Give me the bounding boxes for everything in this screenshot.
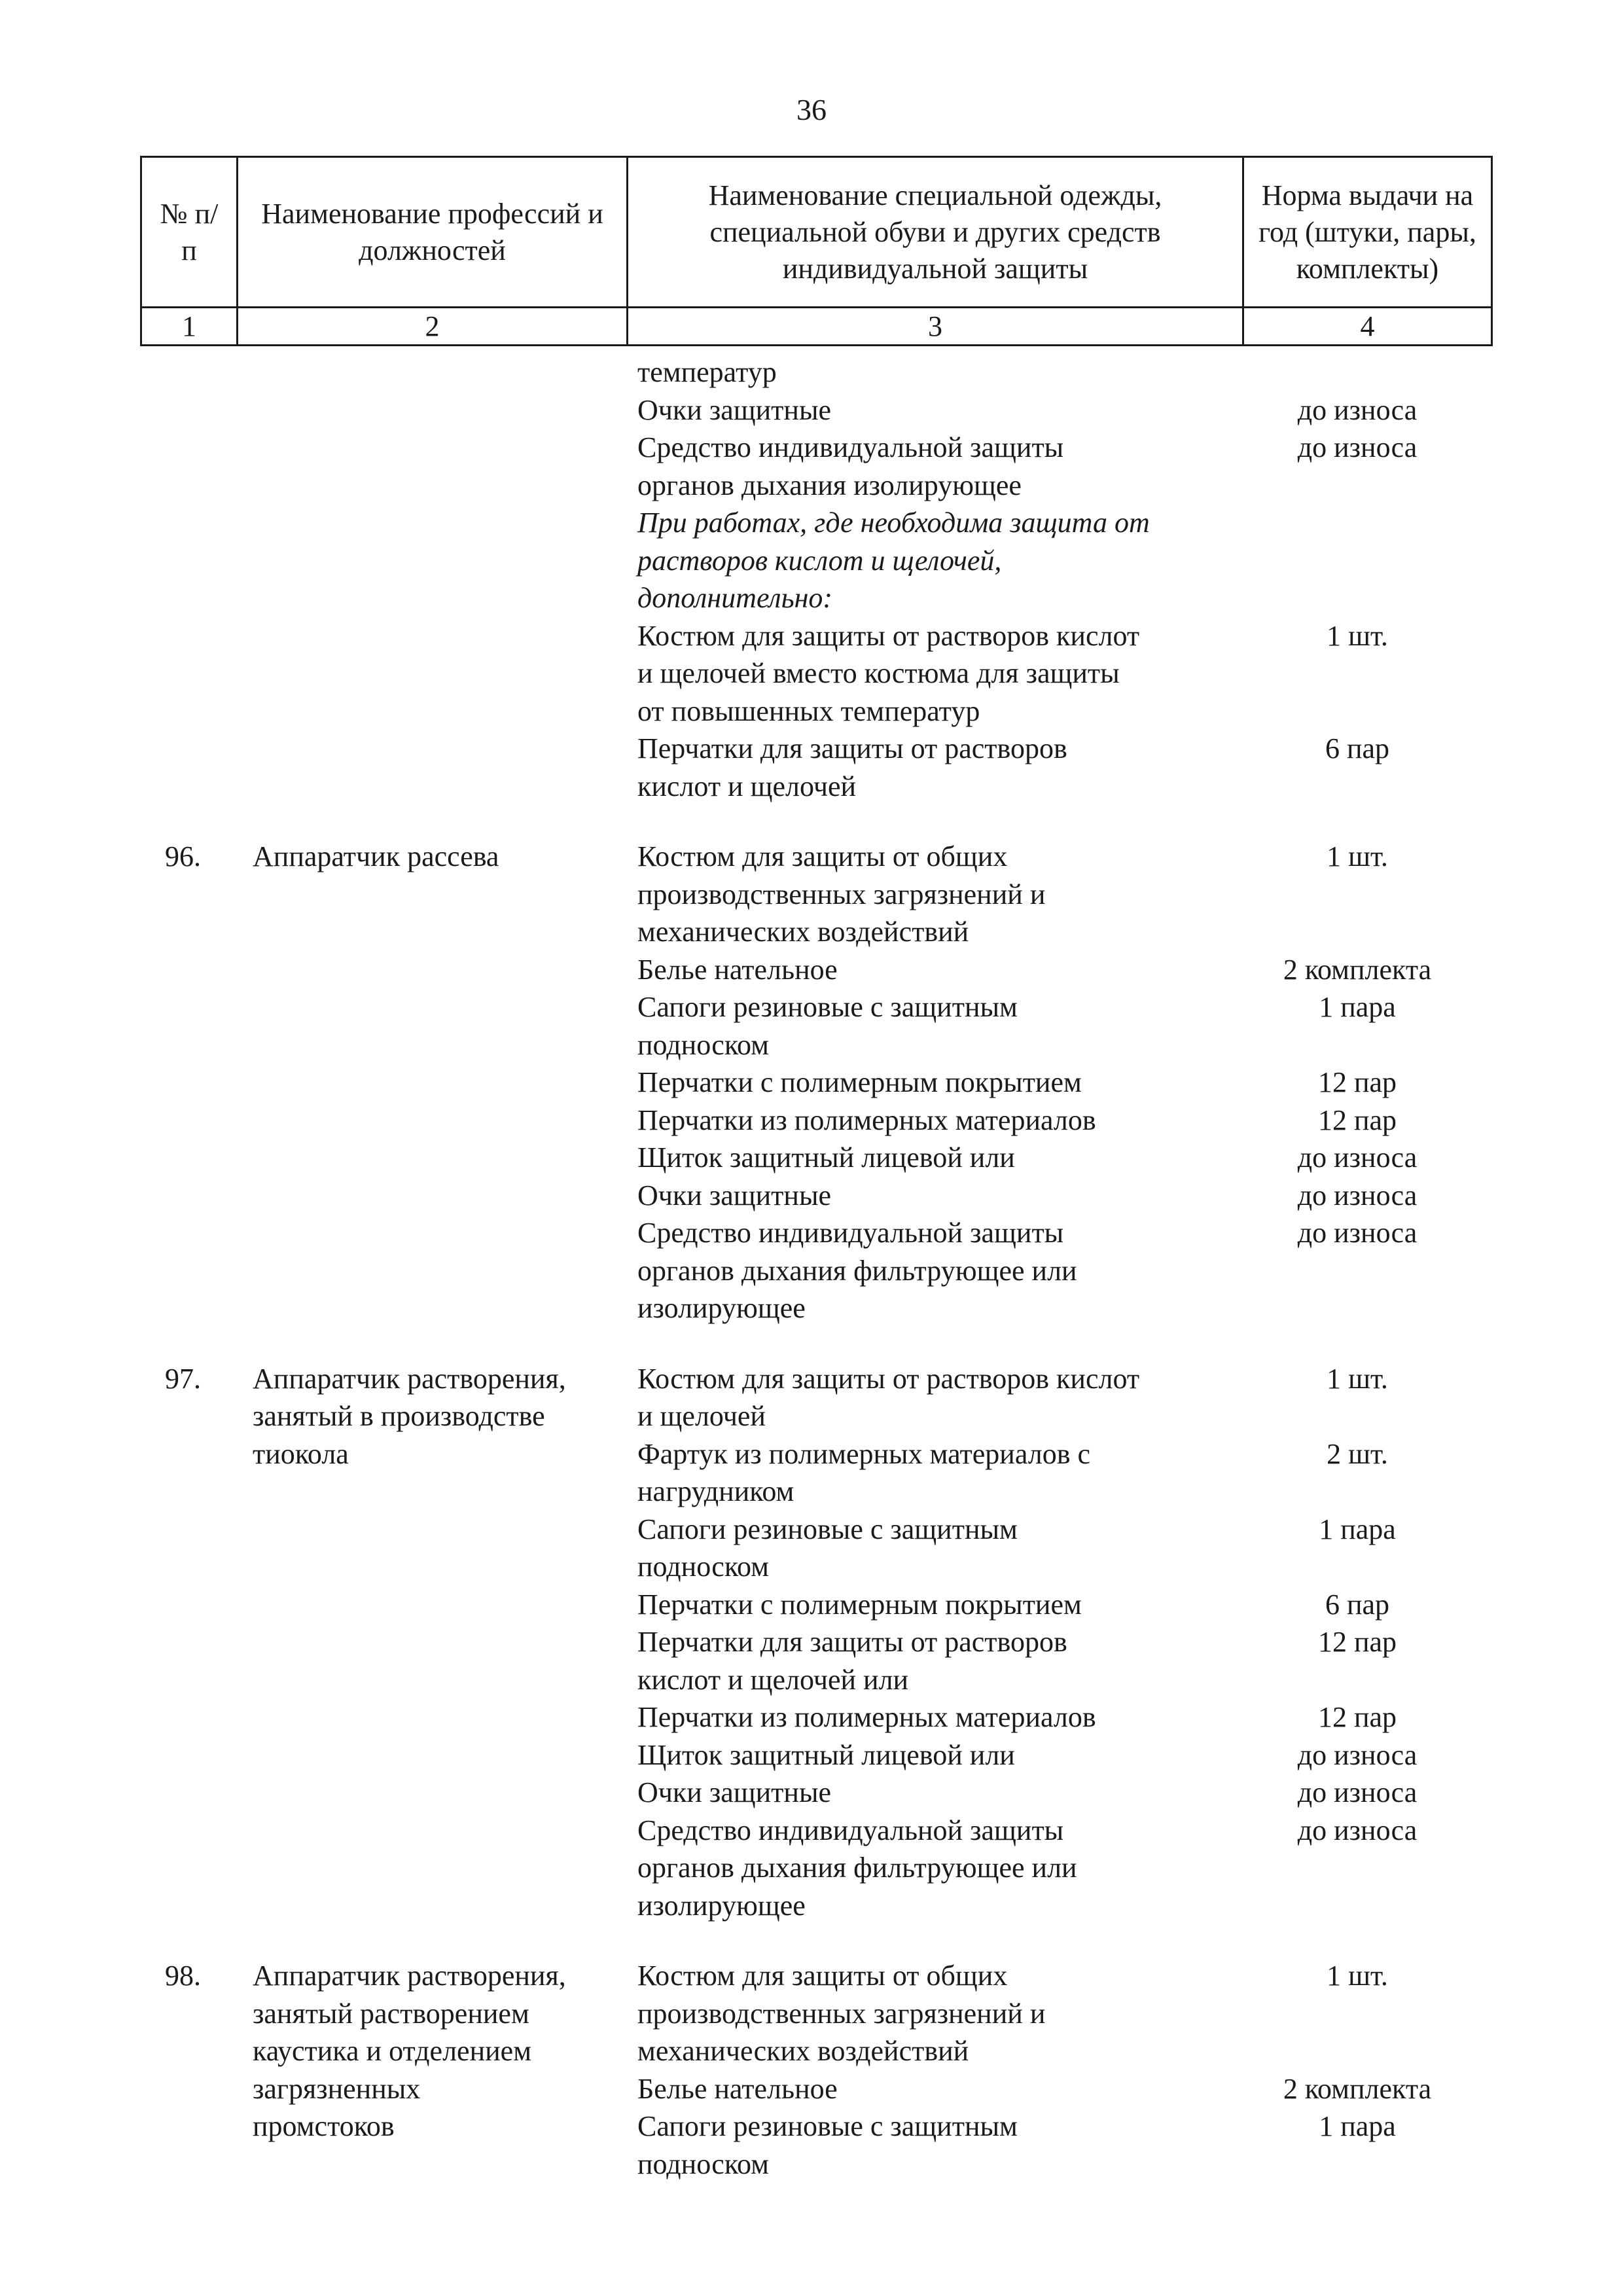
equipment-line: температур (637, 356, 777, 388)
equipment-line: кислот и щелочей или (637, 1663, 909, 1696)
norm-value: до износа (1297, 1179, 1418, 1211)
norm-value: 6 пар (1325, 732, 1390, 764)
equipment-line: органов дыхания фильтрующее или (637, 1254, 1077, 1287)
item-number: 96. (165, 840, 201, 872)
equipment-line: подноском (637, 1028, 769, 1061)
norm-value: 2 комплекта (1283, 953, 1432, 986)
norm-value: 1 пара (1319, 1513, 1396, 1545)
equipment-line: Фартук из полимерных материалов с (637, 1437, 1091, 1470)
profession-line: промстоков (253, 2110, 395, 2142)
equipment-line: органов дыхания фильтрующее или (637, 1852, 1077, 1884)
norm-value: 2 комплекта (1283, 2072, 1432, 2105)
norm-value: 1 пара (1319, 2110, 1396, 2142)
equipment-line: механических воздействий (637, 2035, 969, 2067)
equipment-line: изолирующее (637, 1292, 806, 1324)
equipment-line: Средство индивидуальной защиты (637, 1217, 1064, 1249)
equipment-line: Костюм для защиты от общих (637, 840, 1008, 872)
profession-line: занятый растворением (253, 1997, 529, 2030)
header-col-profession: Наименование профессий и должностей (238, 157, 628, 308)
item-number: 98. (165, 1960, 201, 1992)
norm-value: 1 шт. (1327, 1362, 1388, 1395)
equipment-line: Перчатки с полимерным покрытием (637, 1588, 1082, 1621)
norm-value: 1 шт. (1327, 840, 1388, 872)
equipment-line: Очки защитные (637, 1776, 832, 1808)
header-col-number: № п/п (141, 157, 238, 308)
equipment-line: производственных загрязнений и (637, 878, 1046, 910)
equipment-line: Очки защитные (637, 1179, 832, 1211)
equipment-line: Щиток защитный лицевой или (637, 1141, 1015, 1174)
equipment-line: нагрудником (637, 1475, 794, 1507)
equipment-line: Белье нательное (637, 2072, 838, 2105)
equipment-line: Щиток защитный лицевой или (637, 1738, 1015, 1771)
page-number: 36 (796, 93, 827, 126)
equipment-line: Перчатки из полимерных материалов (637, 1103, 1096, 1136)
equipment-line: Перчатки для защиты от растворов (637, 1626, 1067, 1658)
equipment-line: подноском (637, 1551, 769, 1583)
norm-value: до износа (1297, 1217, 1418, 1249)
norm-value: до износа (1297, 431, 1418, 463)
equipment-line: При работах, где необходима защита от (637, 507, 1150, 539)
equipment-line: Перчатки для защиты от растворов (637, 732, 1067, 764)
norm-value: 12 пар (1317, 1066, 1397, 1098)
equipment-line: Костюм для защиты от растворов кислот (637, 619, 1140, 652)
header-num-4: 4 (1243, 308, 1492, 346)
profession-line: каустика и отделением (253, 2035, 532, 2067)
header-num-1: 1 (141, 308, 238, 346)
norm-value: до износа (1297, 1814, 1418, 1846)
profession-line: загрязненных (253, 2072, 421, 2105)
equipment-line: Средство индивидуальной защиты (637, 1814, 1064, 1846)
profession-line: занятый в производстве (253, 1400, 545, 1432)
norm-value: до износа (1297, 1141, 1418, 1174)
equipment-line: кислот и щелочей (637, 770, 857, 802)
norm-value: 12 пар (1317, 1701, 1397, 1733)
equipment-line: Средство индивидуальной защиты (637, 431, 1064, 463)
equipment-line: Костюм для защиты от общих (637, 1960, 1008, 1992)
norm-value: до износа (1297, 393, 1418, 426)
profession-line: Аппаратчик рассева (253, 840, 499, 872)
equipment-line: механических воздействий (637, 916, 969, 948)
equipment-line: от повышенных температур (637, 694, 980, 727)
equipment-line: Перчатки с полимерным покрытием (637, 1066, 1082, 1098)
norm-value: 1 пара (1319, 991, 1396, 1023)
equipment-line: производственных загрязнений и (637, 1997, 1046, 2030)
norm-value: до износа (1297, 1738, 1418, 1771)
equipment-line: Сапоги резиновые с защитным (637, 991, 1018, 1023)
equipment-line: растворов кислот и щелочей, (637, 544, 1002, 577)
equipment-line: и щелочей (637, 1400, 766, 1432)
norm-value: 6 пар (1325, 1588, 1390, 1621)
norm-value: 1 шт. (1327, 1960, 1388, 1992)
profession-line: Аппаратчик растворения, (253, 1362, 566, 1395)
header-num-3: 3 (628, 308, 1243, 346)
equipment-line: органов дыхания изолирующее (637, 469, 1022, 501)
norm-value: 1 шт. (1327, 619, 1388, 652)
header-num-2: 2 (238, 308, 628, 346)
equipment-line: Сапоги резиновые с защитным (637, 1513, 1018, 1545)
norm-value: 2 шт. (1327, 1437, 1388, 1470)
equipment-line: Перчатки из полимерных материалов (637, 1701, 1096, 1733)
item-number: 97. (165, 1362, 201, 1395)
norm-value: 12 пар (1317, 1626, 1397, 1658)
equipment-line: изолирующее (637, 1889, 806, 1922)
norm-value: до износа (1297, 1776, 1418, 1808)
profession-line: Аппаратчик растворения, (253, 1960, 566, 1992)
header-col-equipment: Наименование специальной одежды, специальной обуви и других средств индивидуальной защиты (628, 157, 1243, 308)
equipment-line: Белье нательное (637, 953, 838, 986)
equipment-line: Сапоги резиновые с защитным (637, 2110, 1018, 2142)
profession-line: тиокола (253, 1437, 349, 1470)
norm-value: 12 пар (1317, 1103, 1397, 1136)
equipment-line: Очки защитные (637, 393, 832, 426)
equipment-line: дополнительно: (637, 582, 833, 614)
equipment-line: подноском (637, 2147, 769, 2180)
header-col-norm: Норма выдачи на год (штуки, пары, комплекты) (1243, 157, 1492, 308)
equipment-line: Костюм для защиты от растворов кислот (637, 1362, 1140, 1395)
equipment-line: и щелочей вместо костюма для защиты (637, 657, 1120, 689)
